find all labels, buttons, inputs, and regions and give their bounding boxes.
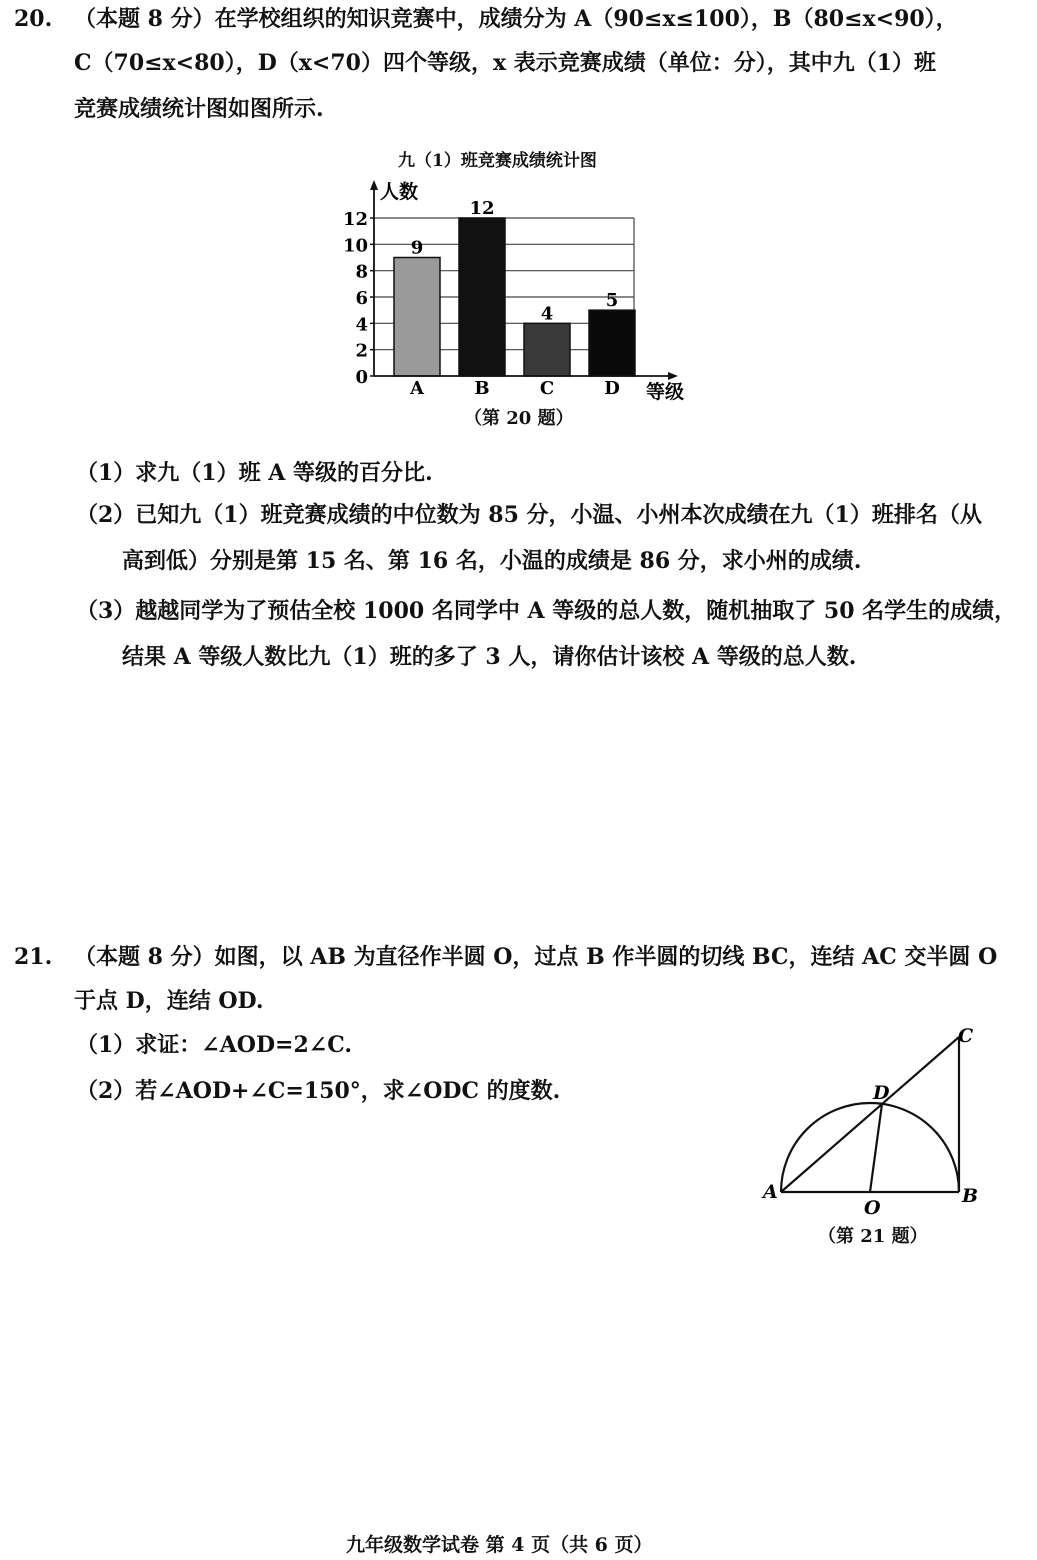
x-tick-label: C	[539, 378, 555, 399]
x-tick-label: A	[410, 378, 424, 399]
y-tick-label: 8	[355, 261, 368, 283]
x-tick-label: B	[474, 378, 490, 399]
y-axis-arrow	[370, 180, 378, 190]
q20-part-2-line-1: （2）已知九（1）班竞赛成绩的中位数为 85 分，小温、小州本次成绩在九（1）班排名（从	[76, 502, 982, 528]
y-tick-label: 12	[342, 209, 368, 230]
bar-value-label: 9	[410, 237, 424, 259]
semicircle-arc	[781, 1103, 959, 1192]
chart-x-ticks	[409, 378, 620, 399]
q21-figure-caption: （第 21 题）	[818, 1226, 928, 1247]
y-tick-label: 10	[342, 235, 368, 257]
y-tick-label: 0	[355, 367, 368, 388]
q21-stem-line-2: 于点 D，连结 OD.	[74, 988, 264, 1014]
point-o-label: O	[864, 1197, 881, 1219]
bar-C	[524, 323, 570, 376]
x-tick-label: D	[604, 378, 620, 399]
bar-A	[394, 258, 440, 377]
point-d-label: D	[873, 1082, 890, 1104]
q20-figure-caption: （第 20 题）	[464, 408, 574, 429]
point-c-label: C	[958, 1025, 974, 1047]
chart-x-label: 等级	[646, 381, 685, 403]
q21-number: 21.	[14, 944, 53, 970]
bar-D	[589, 310, 635, 376]
chart-data-labels	[411, 198, 619, 324]
q20-part-3-line-2: 结果 A 等级人数比九（1）班的多了 3 人，请你估计该校 A 等级的总人数.	[122, 644, 857, 670]
q20-part-1: （1）求九（1）班 A 等级的百分比.	[76, 460, 433, 486]
q20-stem-line-3: 竞赛成绩统计图如图所示.	[74, 96, 324, 122]
segment-od	[870, 1104, 882, 1192]
bar-value-label: 12	[469, 198, 495, 219]
chart-title: 九（1）班竞赛成绩统计图	[398, 151, 597, 171]
y-tick-label: 2	[355, 340, 368, 362]
q20-bar-chart	[340, 176, 700, 403]
bar-B	[459, 218, 505, 376]
q21-part-2: （2）若∠AOD+∠C=150°，求∠ODC 的度数.	[76, 1078, 561, 1104]
x-axis-arrow	[668, 372, 678, 380]
y-tick-label: 4	[355, 314, 368, 336]
q20-part-3-line-1: （3）越越同学为了预估全校 1000 名同学中 A 等级的总人数，随机抽取了 50 名学生的成绩，	[76, 598, 1017, 624]
q20-stem-line-1: （本题 8 分）在学校组织的知识竞赛中，成绩分为 A（90≤x≤100），B（80≤x<90），	[74, 6, 958, 32]
q21-geometry-figure	[755, 1020, 990, 1220]
point-b-label: B	[962, 1185, 979, 1207]
q20-part-2-line-2: 高到低）分别是第 15 名、第 16 名，小温的成绩是 86 分，求小州的成绩.	[122, 548, 862, 574]
bar-value-label: 4	[540, 303, 554, 325]
q20-number: 20.	[14, 6, 53, 32]
q20-stem-line-2: C（70≤x<80），D（x<70）四个等级，x 表示竞赛成绩（单位：分），其中九（1）班	[74, 50, 937, 76]
chart-y-label: 人数	[380, 181, 419, 203]
point-a-label: A	[763, 1181, 778, 1203]
chart-y-ticks	[343, 209, 374, 388]
segment-ac	[781, 1037, 959, 1192]
q21-part-1: （1）求证：∠AOD=2∠C.	[76, 1032, 353, 1058]
y-tick-label: 6	[355, 288, 368, 309]
page-footer: 九年级数学试卷 第 4 页（共 6 页）	[346, 1534, 653, 1556]
bar-value-label: 5	[605, 290, 619, 312]
q21-stem-line-1: （本题 8 分）如图，以 AB 为直径作半圆 O，过点 B 作半圆的切线 BC，连结 AC 交半圆 O	[74, 944, 998, 970]
